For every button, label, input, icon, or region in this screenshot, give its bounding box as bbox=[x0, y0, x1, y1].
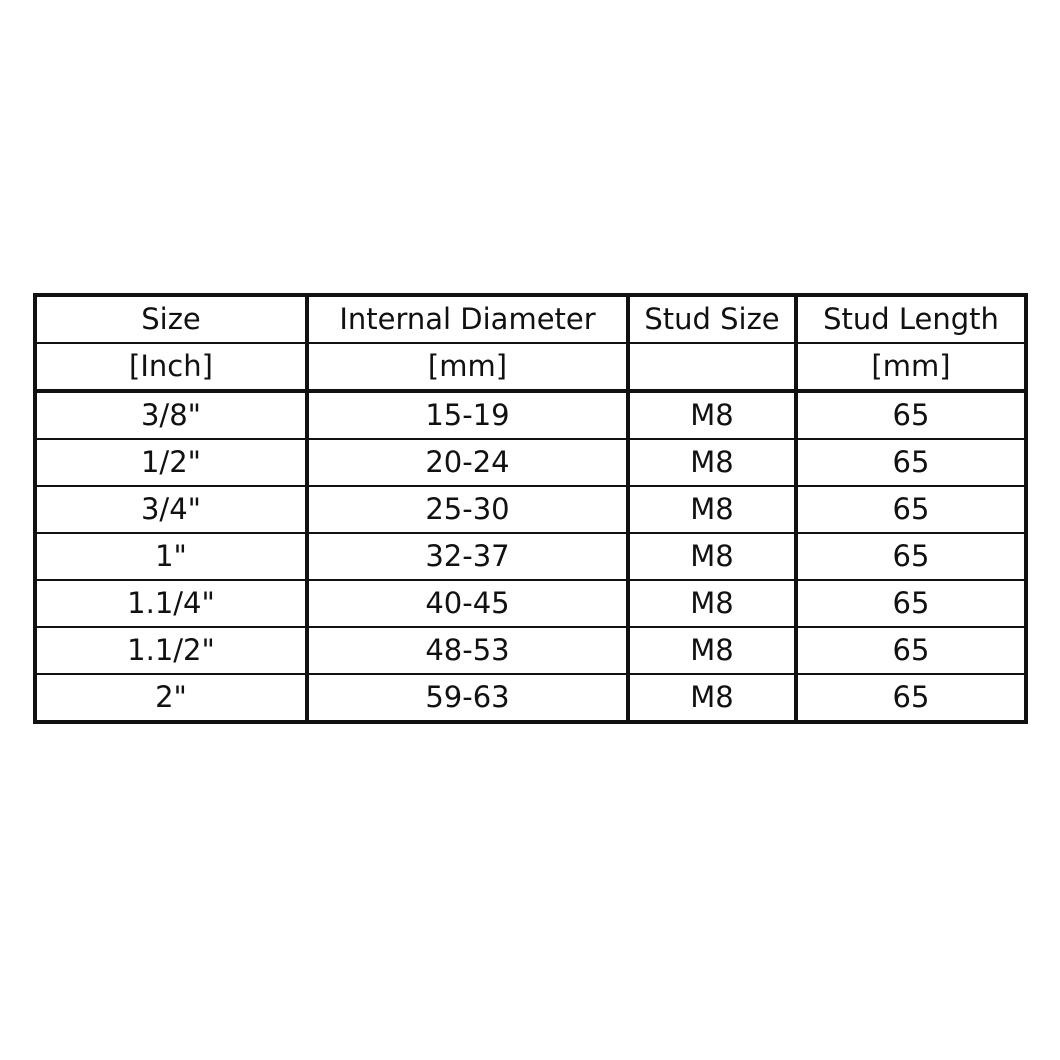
cell-size: 1" bbox=[35, 533, 307, 580]
cell-stud-size: M8 bbox=[628, 674, 796, 722]
spec-table-container bbox=[33, 293, 1024, 724]
cell-size: 1/2" bbox=[35, 439, 307, 486]
table-row bbox=[35, 486, 1026, 533]
table-row bbox=[35, 391, 1026, 439]
cell-internal-diameter: 59-63 bbox=[307, 674, 628, 722]
unit-size: [Inch] bbox=[35, 343, 307, 391]
cell-stud-length: 65 bbox=[796, 486, 1026, 533]
header-stud-length: Stud Length bbox=[796, 295, 1026, 343]
table-row bbox=[35, 674, 1026, 722]
cell-stud-size: M8 bbox=[628, 439, 796, 486]
unit-internal-diameter: [mm] bbox=[307, 343, 628, 391]
cell-size: 3/8" bbox=[35, 391, 307, 439]
cell-stud-size: M8 bbox=[628, 580, 796, 627]
table-row bbox=[35, 627, 1026, 674]
header-internal-diameter: Internal Diameter bbox=[307, 295, 628, 343]
header-stud-size: Stud Size bbox=[628, 295, 796, 343]
cell-stud-size: M8 bbox=[628, 486, 796, 533]
cell-stud-size: M8 bbox=[628, 627, 796, 674]
table-row bbox=[35, 439, 1026, 486]
unit-stud-size bbox=[628, 343, 796, 391]
table-row bbox=[35, 533, 1026, 580]
cell-size: 1.1/2" bbox=[35, 627, 307, 674]
table-header-row bbox=[35, 295, 1026, 343]
cell-internal-diameter: 48-53 bbox=[307, 627, 628, 674]
unit-stud-length: [mm] bbox=[796, 343, 1026, 391]
cell-internal-diameter: 32-37 bbox=[307, 533, 628, 580]
cell-stud-length: 65 bbox=[796, 439, 1026, 486]
cell-internal-diameter: 40-45 bbox=[307, 580, 628, 627]
cell-internal-diameter: 15-19 bbox=[307, 391, 628, 439]
cell-stud-size: M8 bbox=[628, 391, 796, 439]
cell-stud-length: 65 bbox=[796, 674, 1026, 722]
size-spec-table bbox=[33, 293, 1028, 724]
cell-internal-diameter: 20-24 bbox=[307, 439, 628, 486]
header-size: Size bbox=[35, 295, 307, 343]
cell-stud-length: 65 bbox=[796, 533, 1026, 580]
table-row bbox=[35, 580, 1026, 627]
table-unit-row bbox=[35, 343, 1026, 391]
cell-stud-length: 65 bbox=[796, 627, 1026, 674]
cell-size: 2" bbox=[35, 674, 307, 722]
cell-stud-size: M8 bbox=[628, 533, 796, 580]
cell-size: 1.1/4" bbox=[35, 580, 307, 627]
cell-stud-length: 65 bbox=[796, 391, 1026, 439]
cell-size: 3/4" bbox=[35, 486, 307, 533]
cell-internal-diameter: 25-30 bbox=[307, 486, 628, 533]
cell-stud-length: 65 bbox=[796, 580, 1026, 627]
